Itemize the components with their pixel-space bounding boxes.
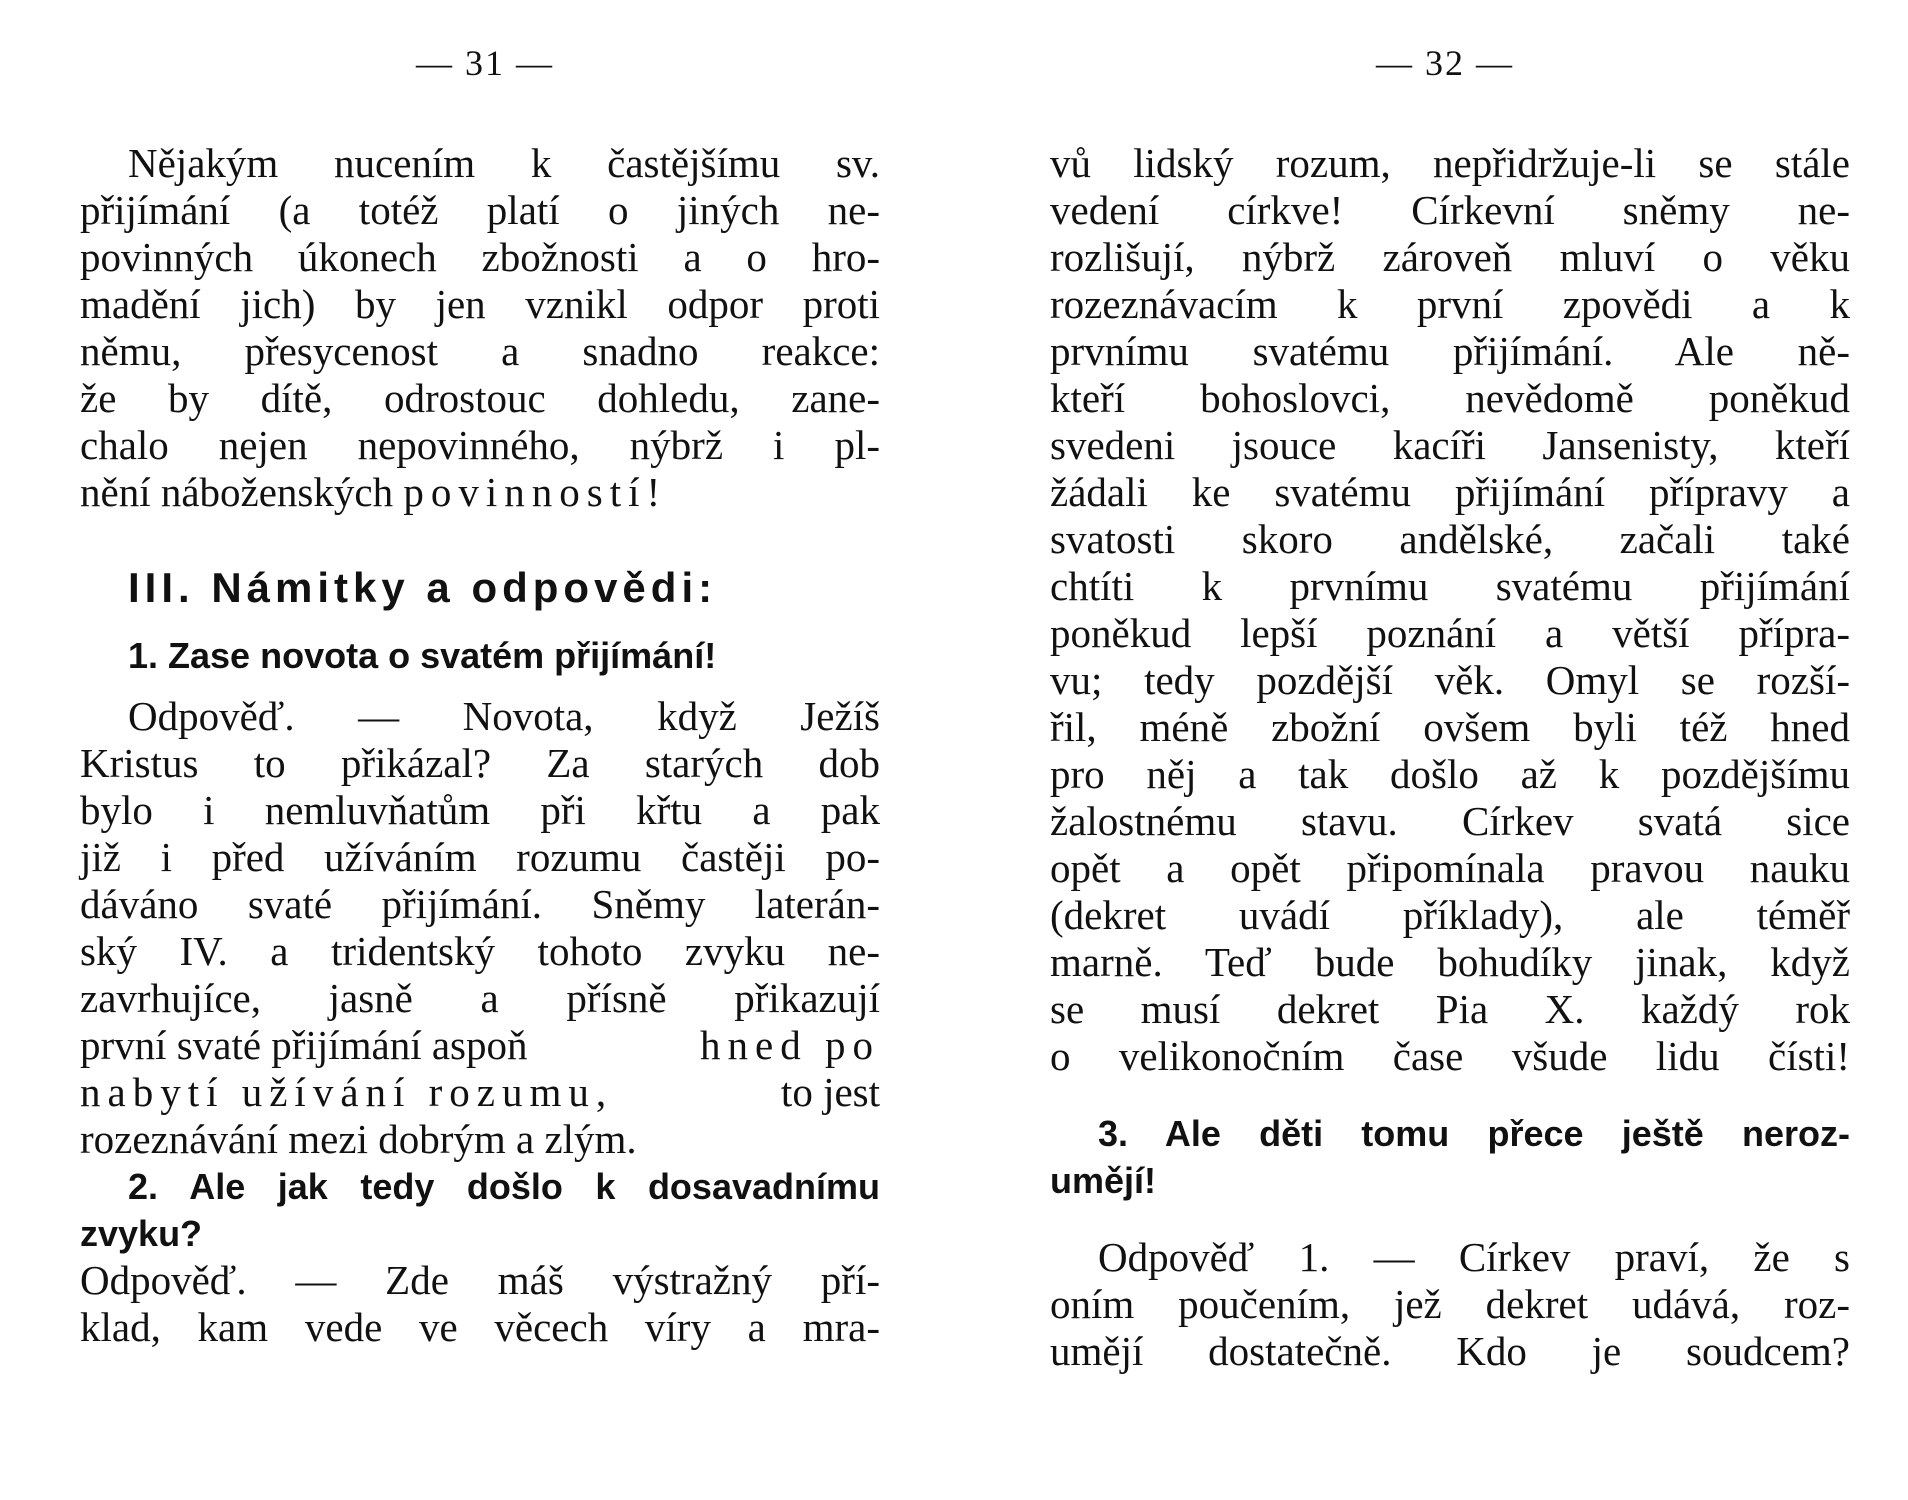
- question-heading-2-cont: zvyku?: [80, 1213, 203, 1254]
- text-line: opět a opět připomínala pravou nauku: [1050, 845, 1850, 891]
- text-line: prvnímu svatému přijímání. Ale ně-: [1050, 328, 1850, 374]
- text-line: [80, 1022, 880, 1069]
- text-line: oním poučením, jež dekret udává, roz-: [1050, 1281, 1850, 1327]
- text-line: němu, přesycenost a snadno reakce:: [80, 328, 880, 374]
- question-heading-1: 1. Zase novota o svatém přijímání!: [128, 635, 717, 676]
- text-line: bylo i nemluvňatům při křtu a pak: [80, 787, 880, 833]
- text-line: rozeznávání mezi dobrým a zlým.: [80, 1116, 637, 1162]
- text-line: madění jich) by jen vznikl odpor proti: [80, 281, 880, 327]
- text-line: rozeznávacím k první zpovědi a k: [1050, 281, 1850, 327]
- text-fragment: nění náboženských: [80, 469, 404, 515]
- text-line: kteří bohoslovci, nevědomě poněkud: [1050, 375, 1850, 421]
- text-line: povinných úkonech zbožnosti a o hro-: [80, 234, 880, 280]
- emphasized-text: povinností!: [403, 469, 668, 515]
- text-line: [80, 1069, 880, 1116]
- text-line: chalo nejen nepovinného, nýbrž i pl-: [80, 422, 880, 468]
- text-line: zavrhujíce, jasně a přísně přikazují: [80, 975, 880, 1021]
- text-line: pro něj a tak došlo až k pozdějšímu: [1050, 751, 1850, 797]
- text-line: svatosti skoro andělské, začali také: [1050, 516, 1850, 562]
- emphasized-text: hned po: [700, 1022, 880, 1068]
- text-fragment: to jest: [780, 1069, 880, 1115]
- text-line: umějí dostatečně. Kdo je soudcem?: [1050, 1328, 1850, 1374]
- text-line: že by dítě, odrostouc dohledu, zane-: [80, 375, 880, 421]
- text-line: vů lidský rozum, nepřidržuje-li se stále: [1050, 140, 1850, 186]
- page-number-32: — 32 —: [1376, 43, 1514, 83]
- text-line: se musí dekret Pia X. každý rok: [1050, 986, 1850, 1032]
- text-line: marně. Teď bude bohudíky jinak, když: [1050, 939, 1850, 985]
- section-heading: III. Námitky a odpovědi:: [128, 564, 718, 611]
- text-line: svedeni jsouce kacíři Jansenisty, kteří: [1050, 422, 1850, 468]
- text-line: přijímání (a totéž platí o jiných ne-: [80, 187, 880, 233]
- text-line: Odpověď 1. — Církev praví, že s: [1098, 1234, 1850, 1280]
- question-heading-2: 2. Ale jak tedy došlo k dosavadnímu: [128, 1166, 880, 1207]
- text-line: (dekret uvádí příklady), ale téměř: [1050, 892, 1850, 938]
- text-line: Nějakým nucením k častějšímu sv.: [128, 140, 880, 186]
- question-heading-3-cont: umějí!: [1050, 1160, 1157, 1201]
- question-heading-3: 3. Ale děti tomu přece ještě neroz-: [1098, 1113, 1850, 1154]
- emphasized-text: nabytí užívání rozumu,: [80, 1069, 614, 1115]
- text-line: [80, 469, 880, 516]
- right-page: [1050, 0, 1850, 1500]
- text-line: poněkud lepší poznání a větší přípra-: [1050, 610, 1850, 656]
- text-line: chtíti k prvnímu svatému přijímání: [1050, 563, 1850, 609]
- text-line: vedení církve! Církevní sněmy ne-: [1050, 187, 1850, 233]
- text-line: žalostnému stavu. Církev svatá sice: [1050, 798, 1850, 844]
- text-line: klad, kam vede ve věcech víry a mra-: [80, 1304, 880, 1350]
- text-line: již i před užíváním rozumu častěji po-: [80, 834, 880, 880]
- right-page-body: [1050, 140, 1850, 1375]
- text-line: o velikonočním čase všude lidu čísti!: [1050, 1033, 1850, 1079]
- text-line: ský IV. a tridentský tohoto zvyku ne-: [80, 928, 880, 974]
- left-page: [80, 0, 880, 1500]
- text-line: žádali ke svatému přijímání přípravy a: [1050, 469, 1850, 515]
- text-line: dáváno svaté přijímání. Sněmy laterán-: [80, 881, 880, 927]
- left-page-body: [80, 140, 880, 1351]
- text-line: rozlišují, nýbrž zároveň mluví o věku: [1050, 234, 1850, 280]
- text-line: Odpověď. — Zde máš výstražný pří-: [80, 1257, 880, 1303]
- text-line: Kristus to přikázal? Za starých dob: [80, 740, 880, 786]
- page-number-31: — 31 —: [416, 43, 554, 83]
- text-line: Odpověď. — Novota, když Ježíš: [128, 693, 880, 739]
- text-line: vu; tedy pozdější věk. Omyl se rozší-: [1050, 657, 1850, 703]
- text-line: řil, méně zbožní ovšem byli též hned: [1050, 704, 1850, 750]
- text-fragment: první svaté přijímání aspoň: [80, 1022, 528, 1068]
